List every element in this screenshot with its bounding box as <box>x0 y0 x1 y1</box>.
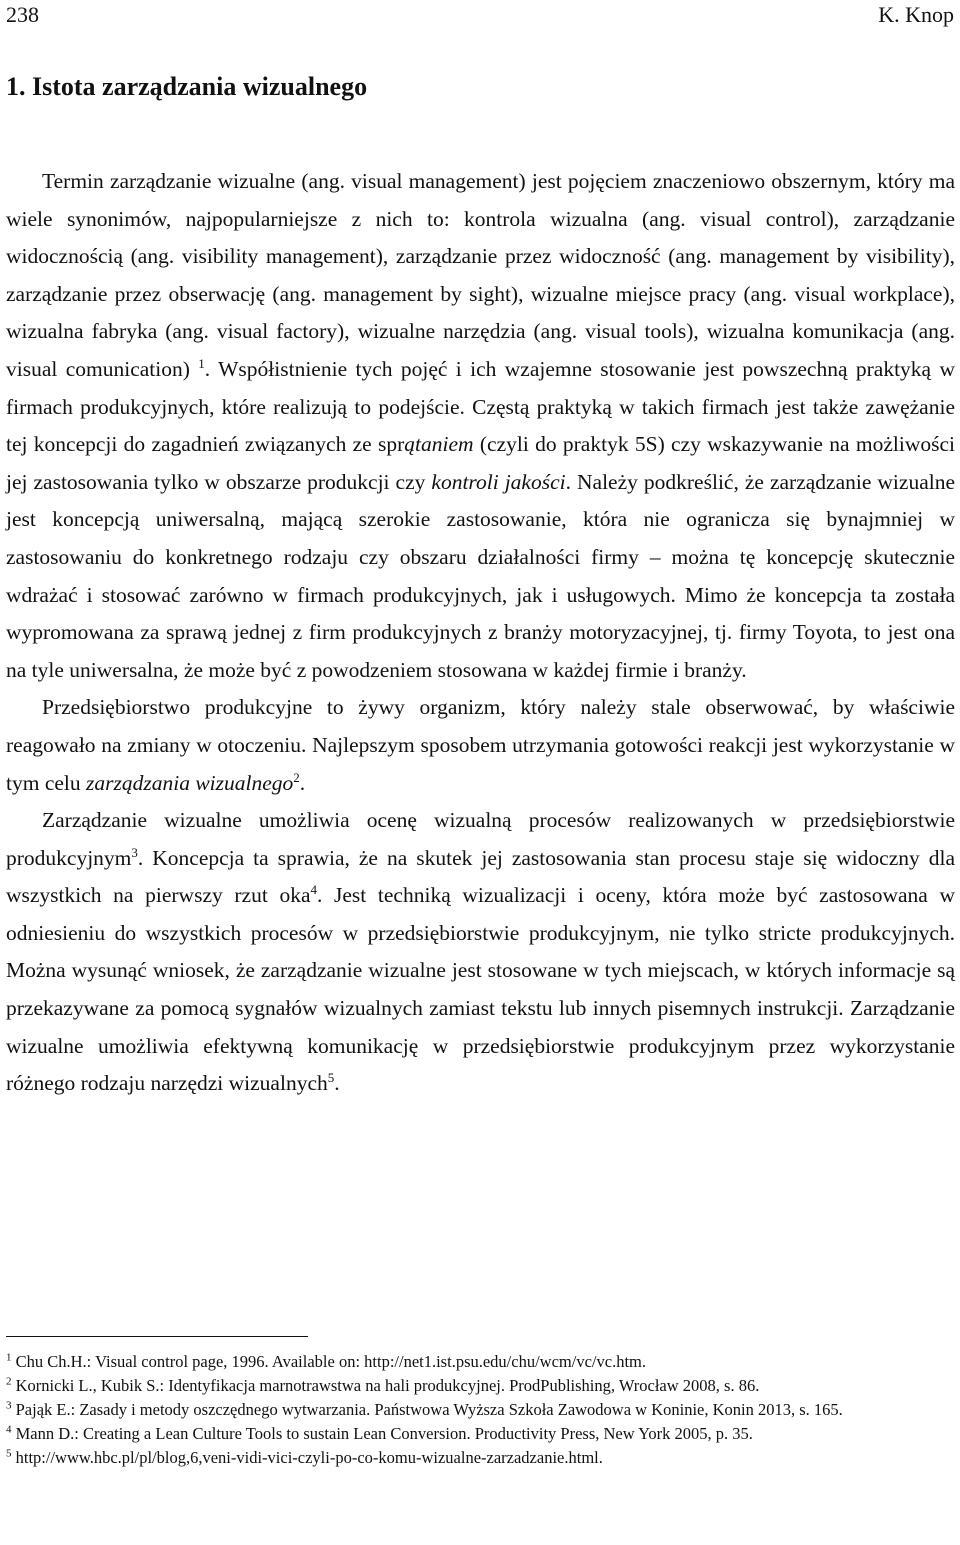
footnote-text: Mann D.: Creating a Lean Culture Tools to sustain Lean Conversion. Productivity Press, New York 2005, p. 35. <box>11 1424 753 1443</box>
text-run: . Należy podkreślić, że zarządzanie wizualne jest koncepcją uniwersalną, mającą szerokie zastosowanie, która nie ogranicza się bynajmniej w zastosowaniu do konkretnego rodzaju czy obszaru działalności firmy – można tę koncepcję skutecznie wdrażać i stosować zarówno w firmach produkcyjnych, jak i usługowych. Mimo że koncepcja ta została wypromowana za sprawą jednej z firm produkcyjnych z branży motoryzacyjnej, tj. firmy Toyota, to jest ona na tyle uniwersalna, że może być z powodzeniem stosowana w każdej firmie i branży. <box>6 469 955 682</box>
footnote-ref: 3 <box>131 844 138 860</box>
footnotes <box>6 1350 955 1470</box>
paragraph <box>6 163 955 689</box>
text-run: . Koncepcja ta sprawia, że na skutek jej zastosowania stan procesu staje się widoczny dla wszystkich na pierwszy rzut oka <box>6 845 955 908</box>
text-run: . <box>334 1071 340 1096</box>
page-header <box>6 2 954 28</box>
italic-term: kontroli jakości <box>431 469 566 494</box>
footnote-number: 2 <box>6 1375 12 1388</box>
page-number: 238 <box>6 2 39 27</box>
footnote-ref: 4 <box>310 882 317 898</box>
text-run: . Jest techniką wizualizacji i oceny, która może być zastosowana w odniesieniu do wszystkich procesów w przedsiębiorstwie produkcyjnym, nie tylko stricte produkcyjnych. Można wysunąć wniosek, że zarządzanie wizualne jest stosowane w tych miejscach, w których informacje są przekazywane za pomocą sygnałów wizualnych zamiast tekstu lub innych pisemnych instrukcji. Zarządzanie wizualne umożliwia efektywną komunikację w przedsiębiorstwie produkcyjnym przez wykorzystanie różnego rodzaju narzędzi wizualnych <box>6 883 955 1096</box>
footnote-number: 5 <box>6 1447 12 1460</box>
footnote-text: Chu Ch.H.: Visual control page, 1996. Available on: http://net1.ist.psu.edu/chu/wcm/vc/vc.htm. <box>11 1352 646 1371</box>
text-run: Termin zarządzanie wizualne (ang. visual management) jest pojęciem znaczeniowo obszernym, który ma wiele synonimów, najpopularniejsze z nich to: kontrola wizualna (ang. visual control), zarządzanie widocznością (ang. visibility management), zarządzanie przez widoczność (ang. management by visibility), zarządzanie przez obserwację (ang. management by sight), wizualne miejsce pracy (ang. visual workplace), wizualna fabryka (ang. visual factory), wizualne narzędzia (ang. visual tools), wizualna komunikacja (ang. visual comunication) <box>6 169 955 381</box>
paragraph <box>6 802 955 1103</box>
text-run: . <box>299 770 306 795</box>
text-run: Zarządzanie wizualne umożliwia ocenę wizualną procesów realizowanych w przedsiębiorstwie produkcyjnym <box>6 808 955 870</box>
footnote-separator <box>6 1336 308 1337</box>
section-title: 1. Istota zarządzania wizualnego <box>6 72 368 101</box>
footnote <box>6 1446 955 1470</box>
running-author: K. Knop <box>878 2 954 27</box>
footnote-text: Kornicki L., Kubik S.: Identyfikacja marnotrawstwa na hali produkcyjnej. ProdPublishing, Wrocław 2008, s. 86. <box>11 1376 760 1395</box>
paragraph <box>6 689 955 802</box>
italic-term: zarządzania wizualnego <box>86 770 294 795</box>
footnote-number: 4 <box>6 1423 12 1436</box>
text-run: Przedsiębiorstwo produkcyjne to żywy organizm, który należy stale obserwować, by właściwie reagowało na zmiany w otoczeniu. Najlepszym sposobem utrzymania gotowości reakcji jest wykorzystanie w tym celu <box>6 695 955 795</box>
footnote <box>6 1350 955 1374</box>
footnote <box>6 1374 955 1398</box>
footnote-ref: 1 <box>198 355 205 371</box>
text-run: . Współistnienie tych pojęć i ich wzajemne stosowanie jest powszechną praktyką w firmach produkcyjnych, które realizują to podejście. Częstą praktyką w takich firmach jest także zawężanie tej koncepcji do zagadnień związanych ze spr <box>6 356 955 457</box>
footnote <box>6 1422 955 1446</box>
footnote-number: 1 <box>6 1351 12 1364</box>
footnote <box>6 1398 955 1422</box>
footnote-number: 3 <box>6 1399 12 1412</box>
body-text <box>6 163 955 1103</box>
text-run: (czyli do praktyk 5S) czy wskazywanie na możliwości jej zastosowania tylko w obszarze produkcji czy <box>6 432 955 494</box>
italic-term: ątaniem <box>404 432 474 457</box>
footnote-ref: 2 <box>293 769 300 785</box>
footnote-text: http://www.hbc.pl/pl/blog,6,veni-vidi-vici-czyli-po-co-komu-wizualne-zarzadzanie.html. <box>11 1448 603 1467</box>
footnote-text: Pająk E.: Zasady i metody oszczędnego wytwarzania. Państwowa Wyższa Szkoła Zawodowa w Koninie, Konin 2013, s. 165. <box>11 1400 843 1419</box>
footnote-ref: 5 <box>327 1070 335 1086</box>
